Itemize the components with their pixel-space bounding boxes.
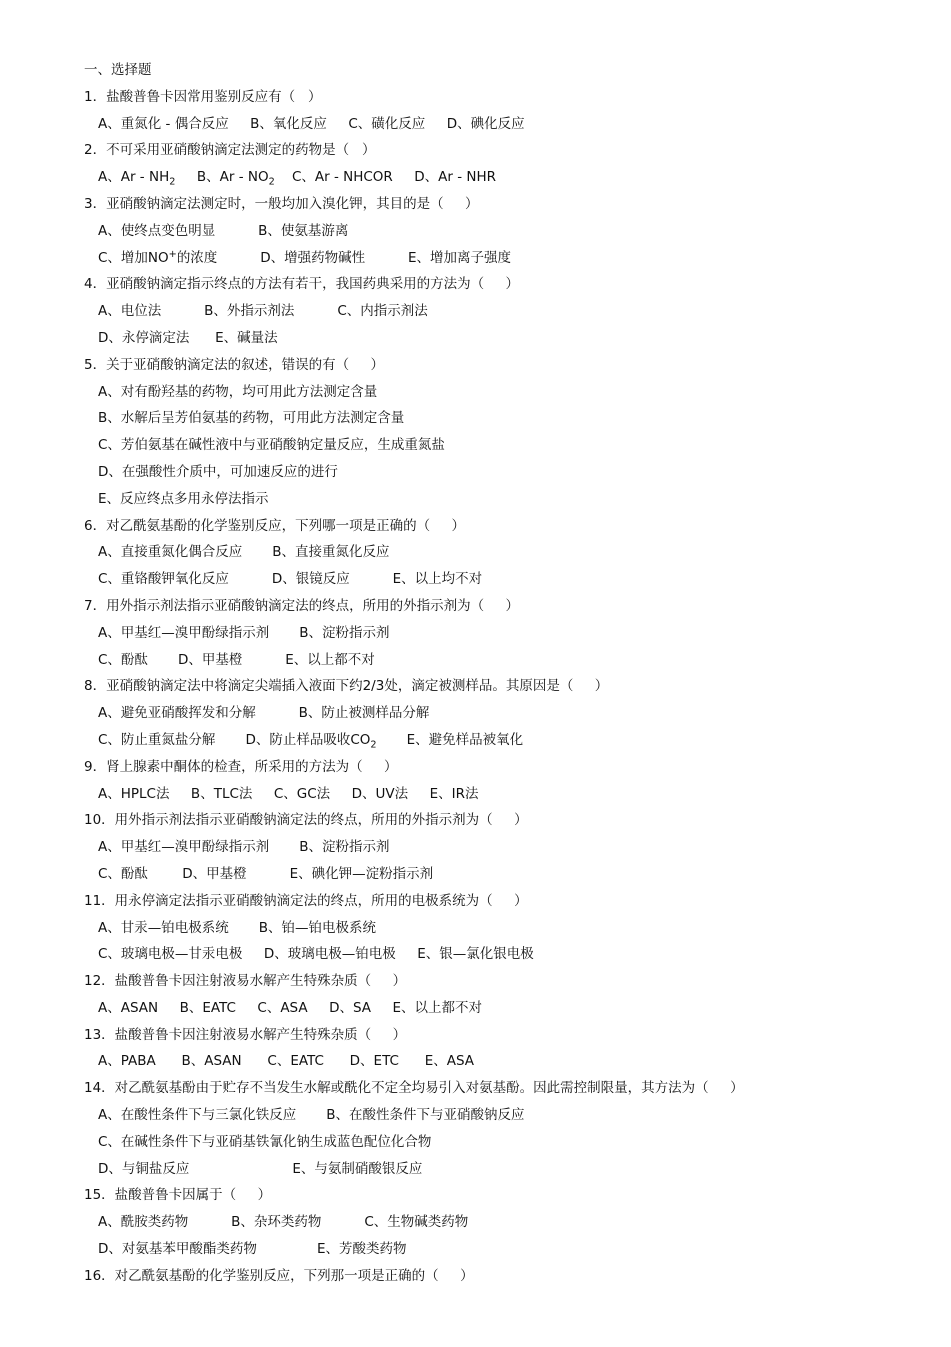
- answer-options: [84, 111, 924, 138]
- document-body: [84, 57, 924, 1290]
- answer-options: [84, 1156, 924, 1183]
- line-text: 14．对乙酰氨基酚由于贮存不当发生水解或酰化不定全均易引入对氨基酚。因此需控制限量，其方法为（ ）: [84, 1080, 744, 1097]
- line-text: 6．对乙酰氨基酚的化学鉴别反应，下列哪一项是正确的（ ）: [84, 517, 466, 534]
- line-text: E、反应终点多用永停法指示: [98, 490, 269, 507]
- answer-options: [84, 1102, 924, 1129]
- answer-options: [84, 915, 924, 942]
- subscript-text: 2: [268, 176, 275, 188]
- line-text: A、电位法 B、外指示剂法 C、内指示剂法: [98, 303, 428, 320]
- answer-options: [84, 218, 924, 245]
- answer-options: [84, 405, 924, 432]
- line-text: C、重铬酸钾氧化反应 D、银镜反应 E、以上均不对: [98, 571, 483, 588]
- answer-options: [84, 539, 924, 566]
- line-text: D、在强酸性介质中，可加速反应的进行: [98, 463, 338, 480]
- line-text: C、增加NO: [98, 249, 169, 266]
- answer-options: [84, 620, 924, 647]
- question-stem: [84, 1263, 924, 1290]
- question-stem: [84, 137, 924, 164]
- line-text: 8．亚硝酸钠滴定法中将滴定尖端插入液面下约2/3处，滴定被测样品。其原因是（ ）: [84, 678, 609, 695]
- question-stem: [84, 84, 924, 111]
- line-text: 的浓度 D、增强药物碱性 E、增加离子强度: [176, 249, 512, 266]
- question-stem: [84, 807, 924, 834]
- answer-options: [84, 941, 924, 968]
- line-text: 16．对乙酰氨基酚的化学鉴别反应，下列那一项是正确的（ ）: [84, 1267, 474, 1284]
- line-text: 7．用外指示剂法指示亚硝酸钠滴定法的终点，所用的外指示剂为（ ）: [84, 597, 520, 614]
- line-text: 5．关于亚硝酸钠滴定法的叙述，错误的有（ ）: [84, 356, 385, 373]
- answer-options: [84, 647, 924, 674]
- answer-options: [84, 781, 924, 808]
- answer-options: [84, 1209, 924, 1236]
- line-text: A、甲基红—溴甲酚绿指示剂 B、淀粉指示剂: [98, 624, 390, 641]
- answer-options: [84, 727, 924, 754]
- section-heading: [84, 57, 924, 84]
- line-text: 1．盐酸普鲁卡因常用鉴别反应有（ ）: [84, 88, 322, 105]
- line-text: B、Ar - NO: [175, 169, 269, 186]
- line-text: A、HPLC法 B、TLC法 C、GC法 D、UV法 E、IR法: [98, 785, 479, 802]
- question-stem: [84, 1182, 924, 1209]
- answer-options: [84, 245, 924, 272]
- answer-options: [84, 1236, 924, 1263]
- line-text: 10．用外指示剂法指示亚硝酸钠滴定法的终点，所用的外指示剂为（ ）: [84, 812, 528, 829]
- line-text: C、芳伯氨基在碱性液中与亚硝酸钠定量反应，生成重氮盐: [98, 437, 445, 454]
- answer-options: [84, 995, 924, 1022]
- superscript-text: +: [168, 248, 177, 260]
- question-stem: [84, 271, 924, 298]
- line-text: 15．盐酸普鲁卡因属于（ ）: [84, 1187, 272, 1204]
- line-text: A、直接重氮化偶合反应 B、直接重氮化反应: [98, 544, 390, 561]
- line-text: 11．用永停滴定法指示亚硝酸钠滴定法的终点，所用的电极系统为（ ）: [84, 892, 528, 909]
- question-stem: [84, 754, 924, 781]
- line-text: 一、选择题: [84, 62, 152, 78]
- answer-options: [84, 298, 924, 325]
- line-text: C、Ar - NHCOR D、Ar - NHR: [274, 169, 497, 186]
- line-text: A、ASAN B、EATC C、ASA D、SA E、以上都不对: [98, 999, 483, 1016]
- subscript-text: 2: [370, 739, 377, 751]
- line-text: 3．亚硝酸钠滴定法测定时，一般均加入溴化钾，其目的是（ ）: [84, 195, 479, 212]
- question-stem: [84, 513, 924, 540]
- question-stem: [84, 1022, 924, 1049]
- line-text: D、对氨基苯甲酸酯类药物 E、芳酸类药物: [98, 1241, 407, 1258]
- line-text: 12．盐酸普鲁卡因注射液易水解产生特殊杂质（ ）: [84, 973, 407, 990]
- line-text: A、甘汞—铂电极系统 B、铂—铂电极系统: [98, 919, 377, 936]
- line-text: D、永停滴定法 E、碱量法: [98, 329, 278, 346]
- line-text: B、水解后呈芳伯氨基的药物，可用此方法测定含量: [98, 410, 405, 427]
- answer-options: [84, 834, 924, 861]
- line-text: C、酚酞 D、甲基橙 E、碘化钾—淀粉指示剂: [98, 865, 434, 882]
- question-stem: [84, 191, 924, 218]
- question-stem: [84, 968, 924, 995]
- line-text: C、酚酞 D、甲基橙 E、以上都不对: [98, 651, 375, 668]
- line-text: A、使终点变色明显 B、使氨基游离: [98, 222, 349, 239]
- line-text: A、在酸性条件下与三氯化铁反应 B、在酸性条件下与亚硝酸钠反应: [98, 1107, 525, 1124]
- answer-options: [84, 486, 924, 513]
- line-text: 2．不可采用亚硝酸钠滴定法测定的药物是（ ）: [84, 142, 376, 159]
- question-stem: [84, 1075, 924, 1102]
- line-text: A、甲基红—溴甲酚绿指示剂 B、淀粉指示剂: [98, 839, 390, 856]
- answer-options: [84, 459, 924, 486]
- line-text: A、对有酚羟基的药物，均可用此方法测定含量: [98, 383, 378, 400]
- line-text: E、避免样品被氧化: [376, 731, 524, 748]
- answer-options: [84, 861, 924, 888]
- line-text: A、重氮化 - 偶合反应 B、氧化反应 C、磺化反应 D、碘化反应: [98, 115, 525, 132]
- answer-options: [84, 700, 924, 727]
- line-text: 13．盐酸普鲁卡因注射液易水解产生特殊杂质（ ）: [84, 1026, 407, 1043]
- line-text: C、玻璃电极—甘汞电极 D、玻璃电极—铂电极 E、银—氯化银电极: [98, 946, 534, 963]
- subscript-text: 2: [169, 176, 176, 188]
- line-text: 4．亚硝酸钠滴定指示终点的方法有若干，我国药典采用的方法为（ ）: [84, 276, 520, 293]
- answer-options: [84, 566, 924, 593]
- question-stem: [84, 352, 924, 379]
- line-text: A、避免亚硝酸挥发和分解 B、防止被测样品分解: [98, 705, 430, 722]
- answer-options: [84, 325, 924, 352]
- question-stem: [84, 888, 924, 915]
- line-text: A、酰胺类药物 B、杂环类药物 C、生物碱类药物: [98, 1214, 469, 1231]
- line-text: C、在碱性条件下与亚硝基铁氰化钠生成蓝色配位化合物: [98, 1133, 432, 1150]
- line-text: A、PABA B、ASAN C、EATC D、ETC E、ASA: [98, 1053, 475, 1070]
- answer-options: [84, 1129, 924, 1156]
- question-stem: [84, 593, 924, 620]
- line-text: D、与铜盐反应 E、与氨制硝酸银反应: [98, 1160, 423, 1177]
- answer-options: [84, 1048, 924, 1075]
- line-text: 9．肾上腺素中酮体的检查，所采用的方法为（ ）: [84, 758, 398, 775]
- question-stem: [84, 673, 924, 700]
- answer-options: [84, 432, 924, 459]
- line-text: A、Ar - NH: [98, 169, 170, 186]
- answer-options: [84, 164, 924, 191]
- line-text: C、防止重氮盐分解 D、防止样品吸收CO: [98, 731, 371, 748]
- answer-options: [84, 379, 924, 406]
